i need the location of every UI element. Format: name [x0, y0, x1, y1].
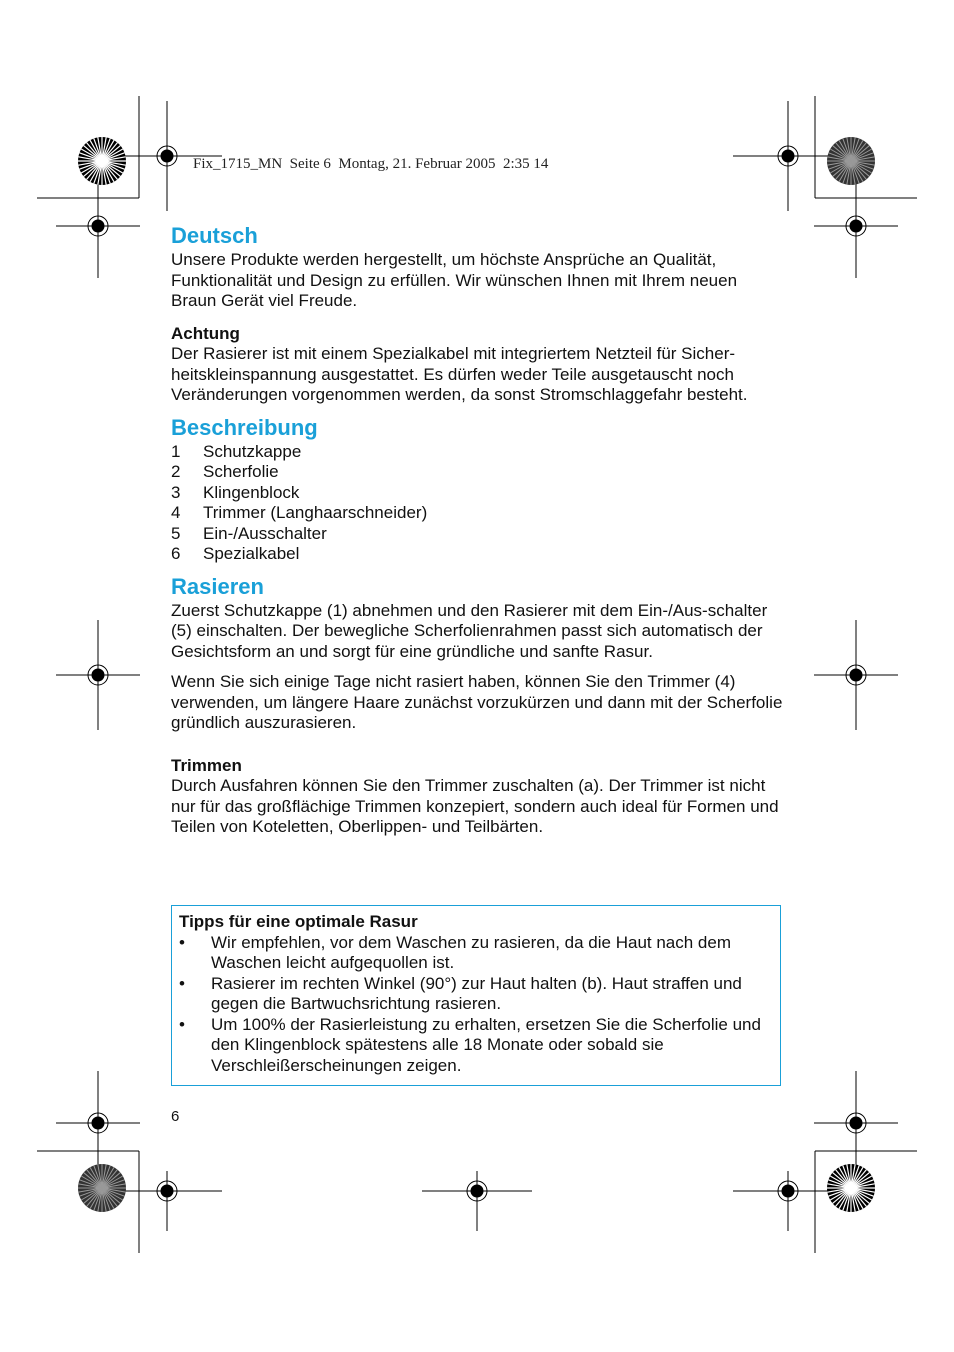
list-item: • Um 100% der Rasierleistung zu erhalten, ersetzen Sie die Scherfolie und den Klingenblock spätestens alle 18 Monate oder sobald sie Verschleißerscheinungen zeigen. [179, 1014, 761, 1075]
print-header: Fix_1715_MN Seite 6 Montag, 21. Februar 2005 2:35 14 [193, 156, 549, 172]
trimmen-paragraph: Durch Ausfahren können Sie den Trimmer zuschalten (a). Der Trimmer ist nicht nur für das großflächige Trimmen konzepiert, sondern auch ideal für Formen und Teilen von Koteletten, Oberlippen- und Teilbärten. [171, 776, 779, 836]
list-item: 4 Trimmer (Langhaarschneider) [171, 503, 428, 522]
section-title-beschreibung: Beschreibung [171, 414, 318, 440]
list-item: 3 Klingenblock [171, 482, 300, 502]
bullet-icon: • [179, 1014, 185, 1034]
section-title-deutsch: Deutsch [171, 223, 258, 248]
rasieren-paragraph-2: Wenn Sie sich einige Tage nicht rasiert haben, können Sie den Trimmer (4) verwenden, um längere Haare zunächst vorzukürzen und dann mit der Scherfolie gründlich auszurasieren. [171, 672, 783, 732]
main-content [171, 222, 783, 838]
list-item: 2 Scherfolie [171, 462, 279, 481]
list-item: • Wir empfehlen, vor dem Waschen zu rasieren, da die Haut nach dem Waschen leicht aufgequollen ist. [179, 932, 732, 972]
achtung-paragraph: Der Rasierer ist mit einem Spezialkabel mit integriertem Netzteil für Sicher-heitskleinspannung ausgestattet. Es dürfen weder Teile ausgetauscht noch Veränderungen vorgenommen werden, da sonst Stromschlaggefahr besteht. [171, 344, 748, 404]
list-item: • Rasierer im rechten Winkel (90°) zur Haut halten (b). Haut straffen und gegen die Bartwuchsrichtung rasieren. [179, 973, 742, 1013]
section-title-rasieren: Rasieren [171, 573, 264, 599]
trimmen-heading: Trimmen [171, 755, 242, 775]
page-number: 6 [171, 1108, 180, 1125]
list-item: 5 Ein-/Ausschalter [171, 523, 327, 543]
tips-heading: Tipps für eine optimale Rasur [179, 912, 418, 931]
parts-list [171, 442, 783, 565]
tips-box [171, 905, 781, 1086]
list-item: 6 Spezialkabel [171, 544, 300, 563]
tips-list [179, 933, 770, 1077]
list-item: 1 Schutzkappe [171, 441, 302, 461]
achtung-heading: Achtung [171, 323, 240, 343]
bullet-icon: • [179, 973, 185, 993]
rasieren-paragraph-1: Zuerst Schutzkappe (1) abnehmen und den Rasierer mit dem Ein-/Aus-schalter (5) einschalten. Der bewegliche Scherfolienrahmen passt sich automatisch der Gesichtsform an und sorgt für eine gründliche und sanfte Rasur. [171, 600, 768, 661]
intro-paragraph: Unsere Produkte werden hergestellt, um höchste Ansprüche an Qualität, Funktionalität und Design zu erfüllen. Wir wünschen Ihnen mit Ihrem neuen Braun Gerät viel Freude. [171, 250, 738, 310]
bullet-icon: • [179, 932, 185, 952]
